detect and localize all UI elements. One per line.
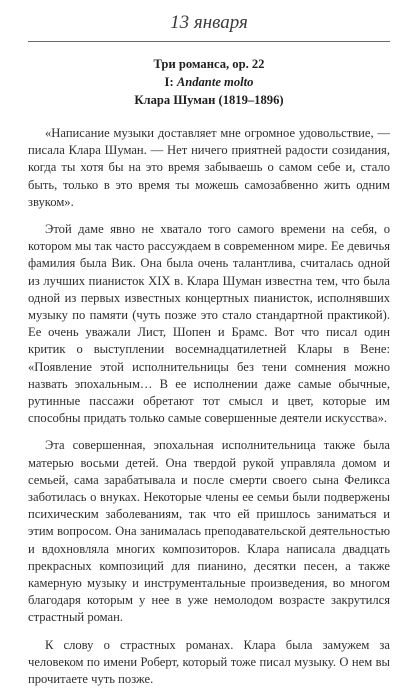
movement-name: Andante molto bbox=[176, 75, 254, 89]
header-divider bbox=[28, 41, 390, 42]
paragraph: «Написание музыки доставляет мне огромное удовольствие, — писала Клара Шуман. — Нет ничего приятней радости созидания, когда ты хотя бы на это время забываешь о самом себе и, стало быть, только в это время ты можешь самозабвенно жить одним звуком». bbox=[28, 126, 390, 209]
paragraph: К слову о страстных романах. Клара была замужем за человеком по имени Роберт, который тоже писал музыку. О нем вы прочитаете чуть позже. bbox=[28, 637, 390, 687]
date-heading: 13 января bbox=[170, 12, 248, 33]
movement-number: I: bbox=[164, 75, 174, 89]
article-body bbox=[28, 125, 390, 688]
paragraph: Эта совершенная, эпохальная исполнительница также была матерью восьми детей. Она твердой рукой управляла домом и семьей, сама зарабатывала и после смерти своего сына Феликса заботилась о внуках. Некоторые члены ее семьи были подвержены психическим заболеваниям, так что ей пришлось заниматься и этим вопросом. Она занималась преподавательской деятельностью и вдохновляла многих композиторов. Клара написала двадцать прекрасных композиций для пианино, десятки песен, а также камерную музыку и инструментальные произведения, во многом благодаря которым у нее в уже немолодом возрасте закрутился страстный роман. bbox=[28, 438, 390, 625]
piece-movement bbox=[28, 73, 390, 91]
piece-info bbox=[28, 55, 390, 109]
paragraph: Этой даме явно не хватало того самого времени на себя, о котором мы так часто рассуждаем в современном мире. Ее девичья фамилия была Вик. Она была очень талантлива, считалась одной из лучших пианисток XIX в. Клара Шуман известна тем, что была одной из первых известных концертных пианисток, исполнявших музыку по памяти (чуть позже это стало стандартной практикой). Ее очень уважали Лист, Шопен и Брамс. Вот что писал один критик о выступлении восемнадцатилетней Клары в Вене: «Появление этой исполнительницы без тени сомнения можно назвать эпохальным… В ее исполнении даже самые обычные, рутинные пассажи обретают тот смысл и цвет, которые им способны придать только самые совершенные деятели искусства». bbox=[28, 222, 390, 426]
piece-composer: Клара Шуман (1819–1896) bbox=[134, 93, 284, 107]
piece-title: Три романса, ор. 22 bbox=[153, 57, 265, 71]
